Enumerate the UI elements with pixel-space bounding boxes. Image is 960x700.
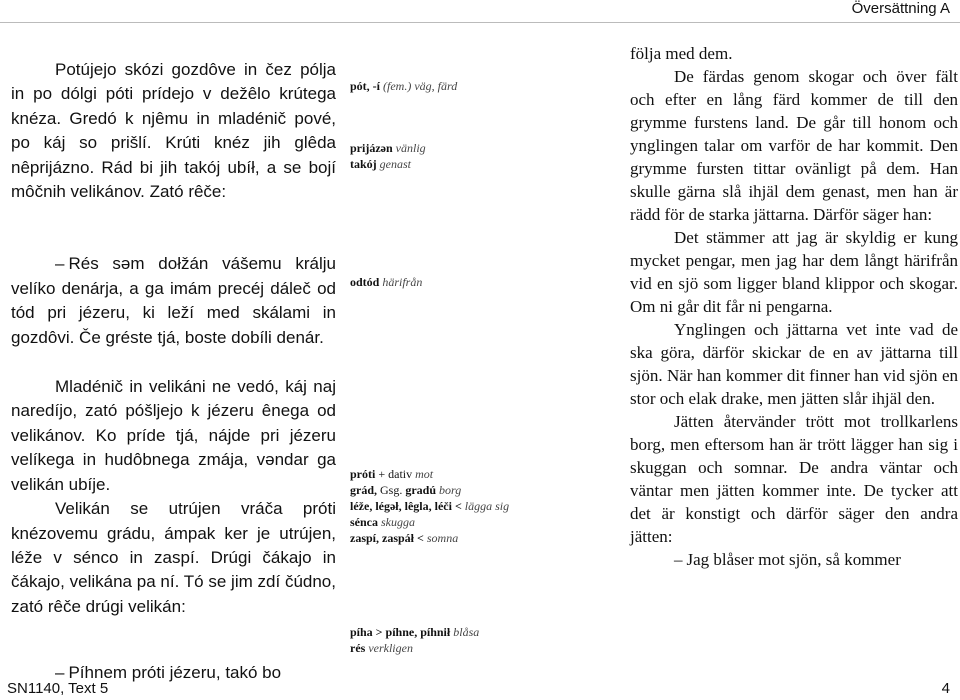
dialogue-dash: – <box>55 254 65 274</box>
gloss-block-1 <box>350 78 570 94</box>
slovene-paragraph-4: Velikán se utrújen vráča próti knézovemu grádu, ámpak ker je utrújen, léže v sénco in zaspí. Drúgi čákajo in čákajo, velikána pa ní. Tó se jim zdí čúdno, zató rêče drúgi velikán: <box>11 499 336 616</box>
gloss-entry: takój genast <box>350 157 412 171</box>
gloss-entry: odtód härifrån <box>350 275 423 289</box>
gloss-entry: grád, Gsg. gradú borg <box>350 483 462 497</box>
footer-course-code: SN1140, Text 5 <box>7 680 109 697</box>
gloss-entry: rés verkligen <box>350 641 413 655</box>
swedish-paragraph-2: De färdas genom skogar och över fält och efter en lång färd kommer de till den grymme furstens land. De går till honom och ynglingen talar om varför de har kommit. Den grymme fursten tittar ovänligt på dem. Han skulle gärna slå ihjäl dem genast, men han är rädd för de starka jättarna. Därför säger han: <box>630 67 958 224</box>
gloss-block-2 <box>350 140 570 172</box>
slovene-text-column <box>11 52 336 686</box>
page-header-title: Översättning A <box>851 0 950 17</box>
swedish-paragraph-1: följa med dem. <box>630 44 733 63</box>
dialogue-dash: – <box>674 550 683 569</box>
gloss-block-4 <box>350 466 570 546</box>
swedish-paragraph-3: Det stämmer att jag är skyldig er kung mycket pengar, men jag har dem långt härifrån vid en sjö som ligger bland klippor och skogar. Om ni går dit får ni pengarna. <box>630 228 958 316</box>
swedish-paragraph-6 <box>630 548 958 571</box>
slovene-paragraph-1: Potújejo skózi gozdôve in čez pólja in po dólgi póti prídejo v dežêlo krútega knéza. Gredó k njêmu in mladénič pové, po káj so prišlí. Krúti knéz jih glêda nêprijázno. Rád bi jih takój ubíł, a se bojí môčnih velikánov. Zató rêče: <box>11 60 336 202</box>
gloss-entry: próti + dativ mot <box>350 467 434 481</box>
dialogue-dash: – <box>55 663 65 683</box>
gloss-entry: léže, légəł, lêgla, léči < lägga sig <box>350 499 510 513</box>
swedish-paragraph-6-text: Jag blåser mot sjön, så kommer <box>686 550 901 569</box>
gloss-entry: pót, -í (fem.) väg, färd <box>350 79 458 93</box>
swedish-paragraph-5: Jätten återvänder trött mot trollkarlens borg, men eftersom han är trött lägger han sig i skuggan och somnar. De andra väntar och väntar men jätten kommer inte. De tycker att det är konstigt och därför säger den andra jätten: <box>630 412 958 546</box>
gloss-block-5 <box>350 624 570 656</box>
slovene-paragraph-2 <box>11 252 336 350</box>
slovene-paragraph-3: Mladénič in velikáni ne vedó, káj naj naredíjo, zató póšljejo k jézeru ênega od velikánov. Ko príde tjá, nájde pri jézeru velíkega in hudôbnega zmája, vəndar ga velikán ubíje. <box>11 377 336 494</box>
gloss-entry: sénca skugga <box>350 515 415 529</box>
swedish-translation-column <box>630 42 958 571</box>
gloss-entry: zaspí, zaspáł < somna <box>350 531 459 545</box>
slovene-paragraph-2-text: Rés səm dołžán vášemu králju velíko denárja, a ga imám precéj dáleč od tód pri jézeru, ki leží med skálami in gozdôvi. Če gréste tjá, boste dobíli denár. <box>11 254 336 347</box>
header-divider <box>0 22 960 23</box>
gloss-block-3 <box>350 274 570 290</box>
gloss-entry: prijázən vänlig <box>350 141 426 155</box>
slovene-paragraph-5-text: Píhnem próti jézeru, takó bo <box>68 663 282 683</box>
swedish-paragraph-4: Ynglingen och jättarna vet inte vad de ska göra, därför skickar de en av jättarna till sjön. När han kommer dit finner han vid sjön en stor och elak drake, men jätten slår ihjäl den. <box>630 320 958 408</box>
gloss-entry: píha > píhne, píhnił blåsa <box>350 625 480 639</box>
page-number: 4 <box>941 680 950 697</box>
